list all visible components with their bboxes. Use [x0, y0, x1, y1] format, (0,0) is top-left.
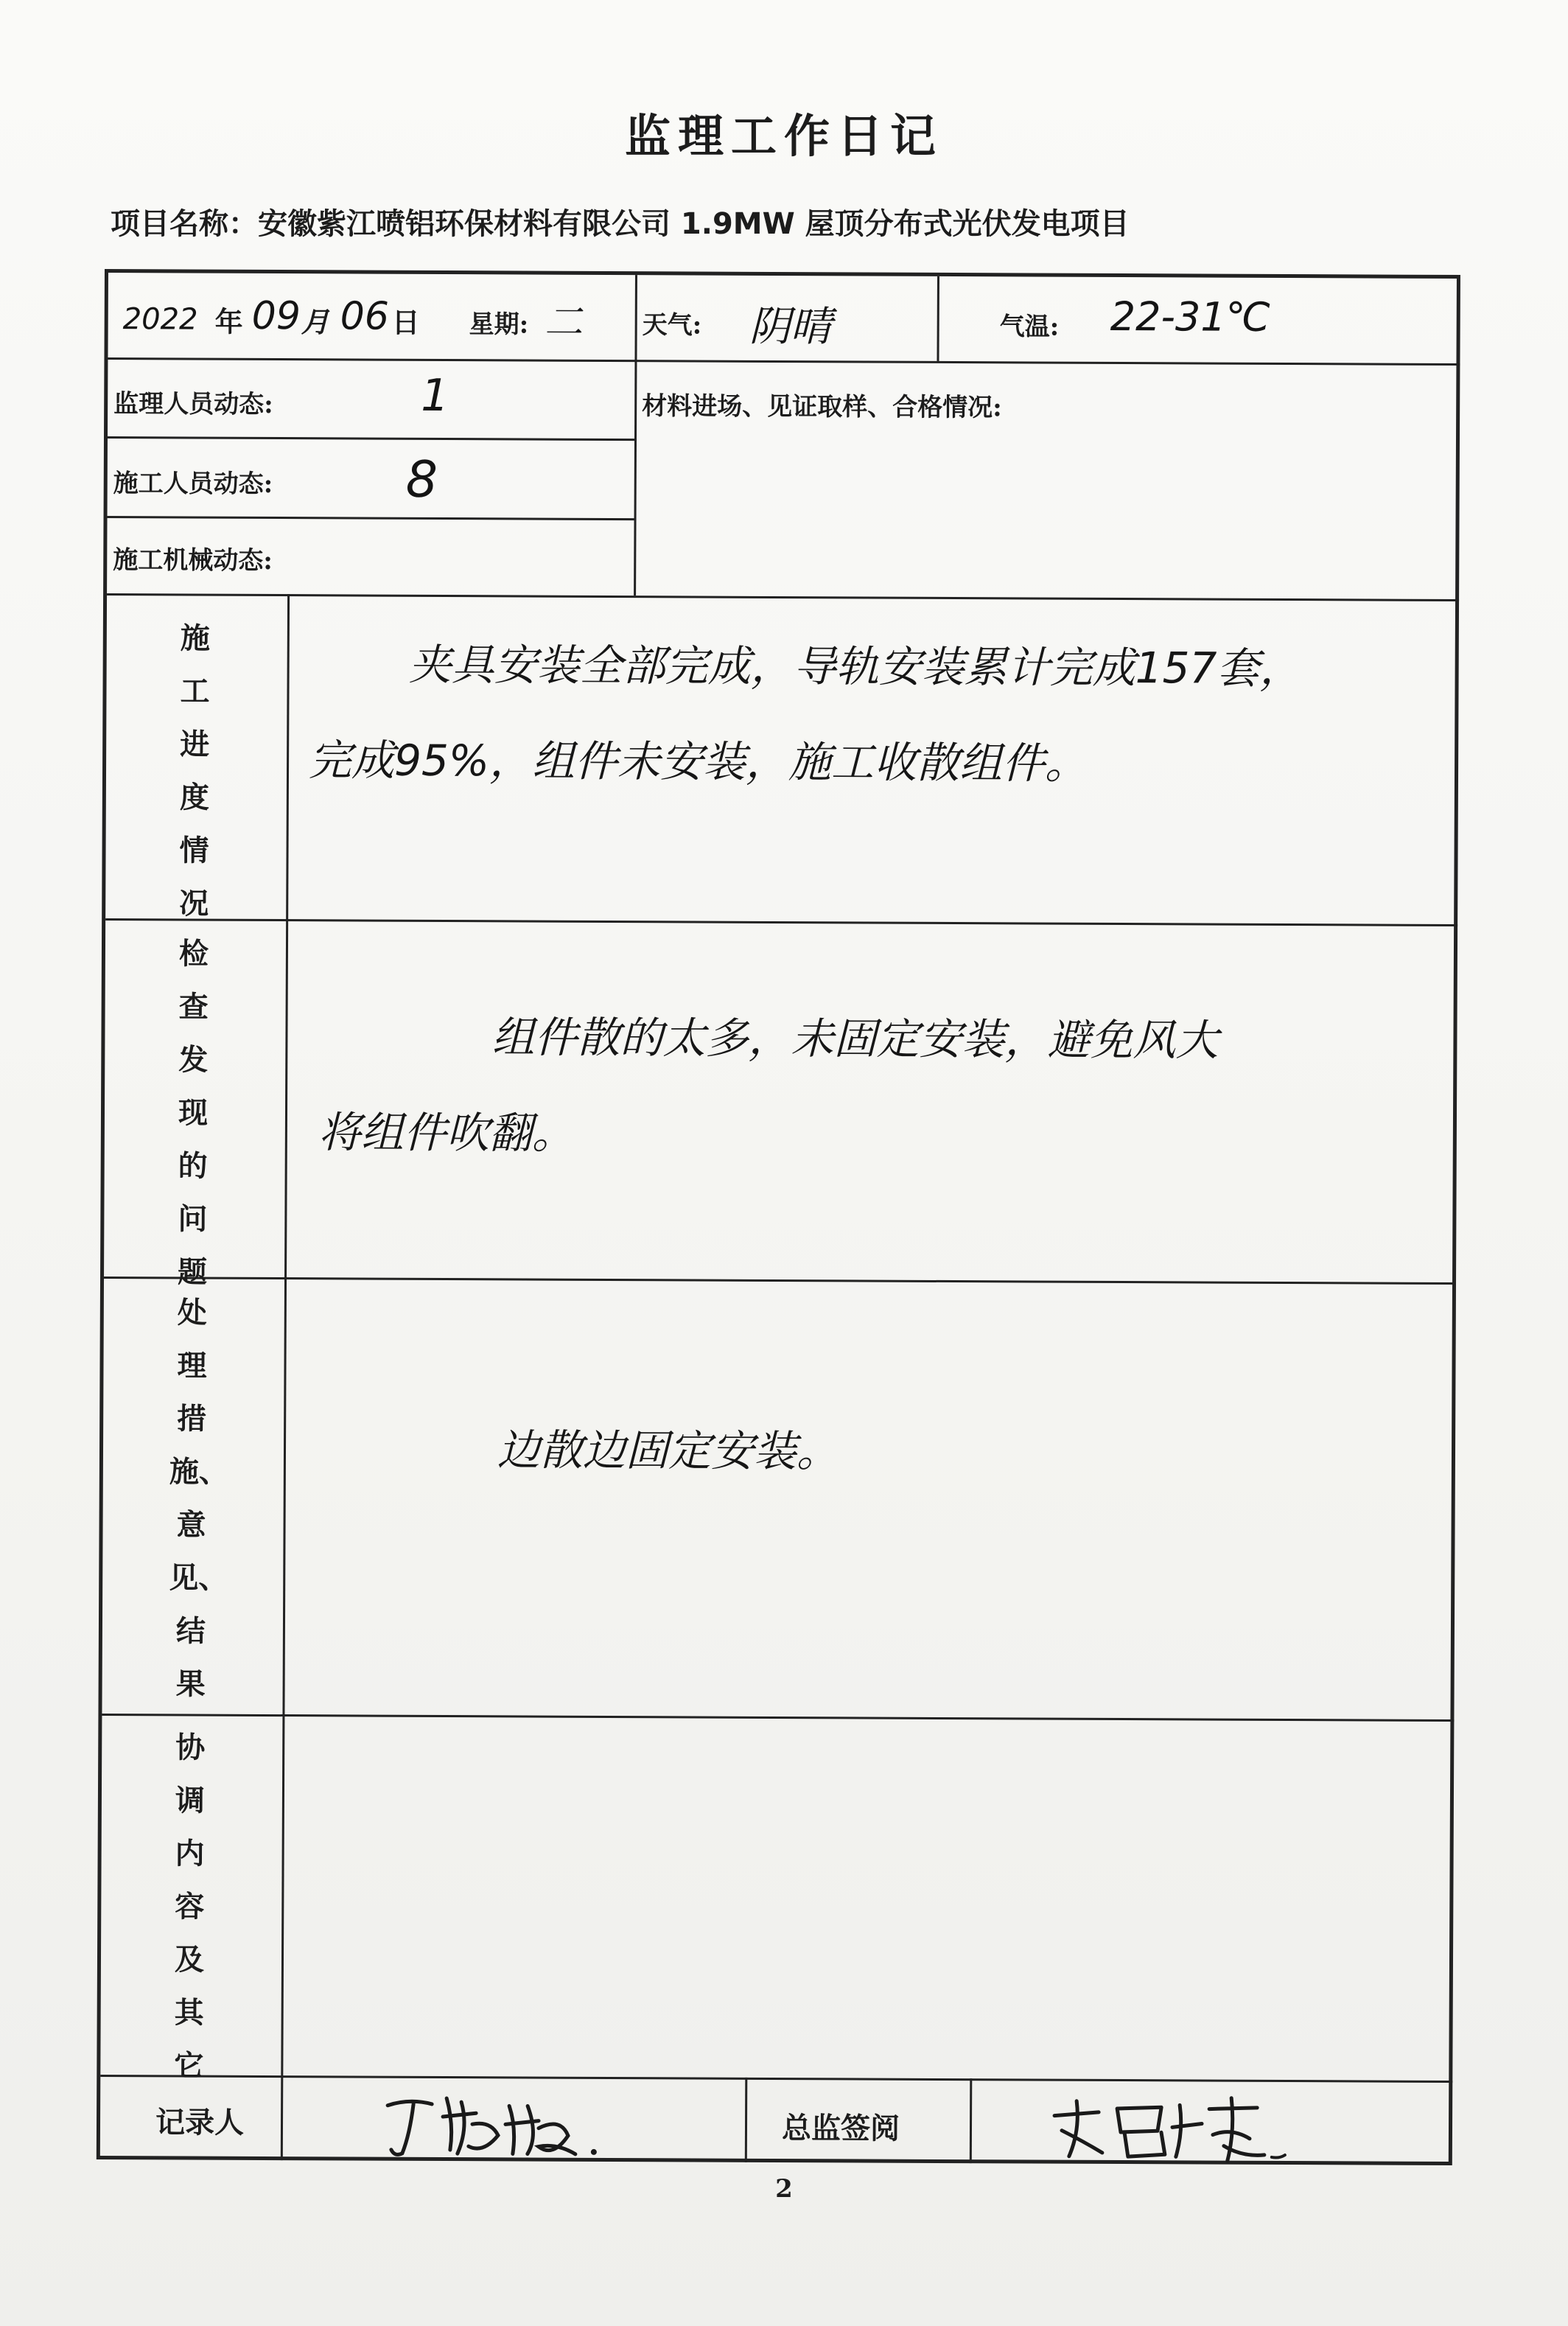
chief-review-label: 总监签阅: [781, 2111, 900, 2146]
measures-label: 处理措施、意见、结果: [169, 1295, 228, 1702]
temperature-label: 气温:: [999, 312, 1060, 342]
weekday-label: 星期:: [469, 310, 529, 340]
progress-line-1: 夹具安装全部完成，导轨安装累计完成157套，: [408, 639, 1303, 694]
supervisor-label: 监理人员动态:: [113, 389, 273, 419]
worker-label: 施工人员动态:: [113, 469, 273, 499]
page-title: 监理工作日记: [624, 109, 943, 163]
project-name: 项目名称：安徽紫江喷铝环保材料有限公司 1.9MW 屋顶分布式光伏发电项目: [111, 207, 1130, 241]
recorder-signature: [380, 2084, 623, 2165]
materials-label: 材料进场、见证取样、合格情况:: [642, 391, 1002, 423]
measures-line-1: 边散边固定安装。: [497, 1425, 840, 1477]
issues-label: 检查发现的问题: [177, 936, 209, 1290]
page-number: 2: [775, 2174, 793, 2204]
year-unit: 年: [214, 304, 243, 338]
day-value: 06: [340, 294, 390, 339]
recorder-label: 记录人: [155, 2105, 245, 2140]
temperature-value: 22-31℃: [1110, 293, 1271, 340]
year-value: 2022: [122, 302, 198, 337]
issues-line-2: 将组件吹翻。: [318, 1107, 575, 1159]
month-unit: 月: [301, 305, 329, 339]
diary-table: [97, 269, 1460, 2165]
month-value: 09: [251, 293, 301, 339]
coordination-label: 协调内容及其它: [174, 1730, 206, 2084]
progress-line-2: 完成95%，组件未安装，施工收散组件。: [308, 735, 1088, 789]
day-unit: 日: [391, 305, 420, 339]
issues-line-1: 组件散的太多，未固定安装，避免风大: [491, 1012, 1219, 1066]
weather-label: 天气:: [642, 310, 702, 340]
weather-value: 阴晴: [749, 302, 832, 352]
chief-signature: [1043, 2086, 1309, 2169]
supervisor-value: 1: [421, 369, 449, 422]
worker-value: 8: [405, 450, 438, 509]
weekday-value: 二: [544, 300, 583, 345]
machinery-label: 施工机械动态:: [113, 545, 273, 576]
progress-label: 施工进度情况: [179, 621, 210, 921]
